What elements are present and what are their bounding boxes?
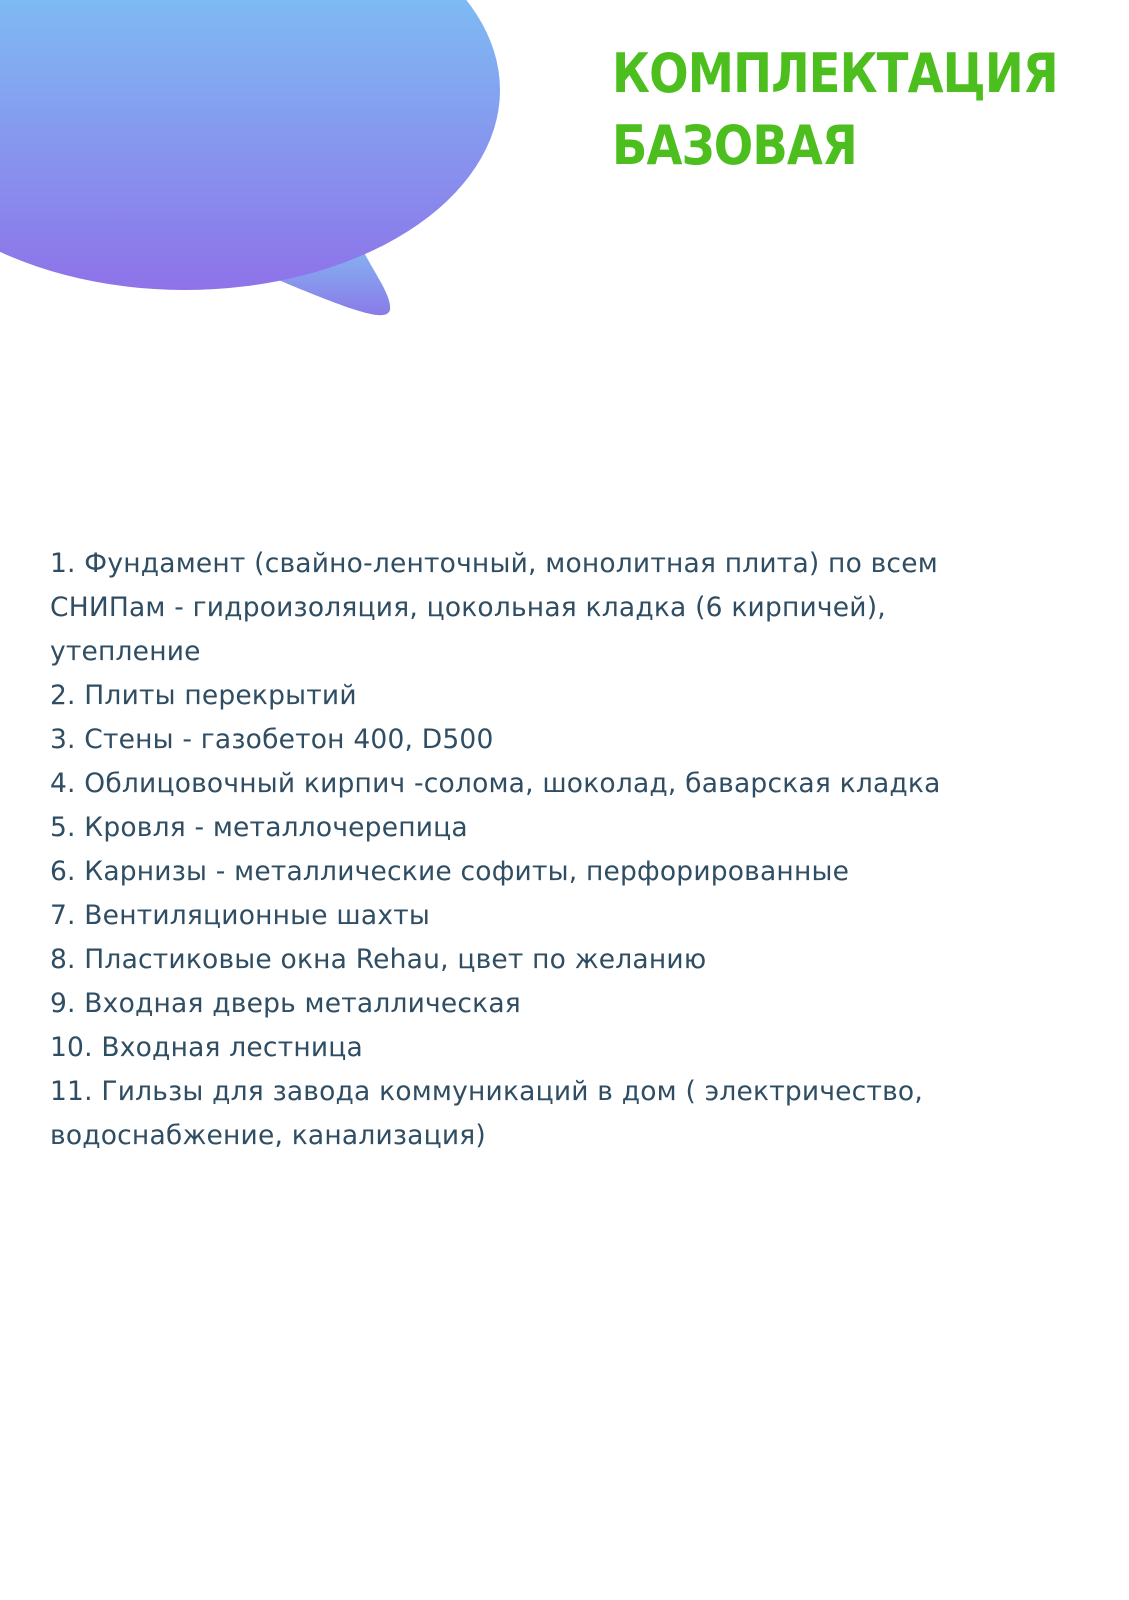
list-item: 5. Кровля - металлочерепица [50, 812, 468, 843]
speech-bubble-body [0, 0, 500, 290]
title-line-1: КОМПЛЕКТАЦИЯ [612, 42, 1058, 105]
list-item: 4. Облицовочный кирпич -солома, шоколад, баварская кладка [50, 768, 941, 799]
speech-bubble-decoration [0, 0, 520, 330]
equipment-list [50, 542, 1010, 1158]
list-item: 1. Фундамент (свайно-ленточный, монолитная плита) по всем СНИПам - гидроизоляция, цокольная кладка (6 кирпичей), утепление [50, 548, 938, 667]
list-item: 11. Гильзы для завода коммуникаций в дом ( электричество, водоснабжение, канализация) [50, 1076, 923, 1151]
list-item: 10. Входная лестница [50, 1032, 363, 1063]
page-title [612, 38, 1129, 182]
list-item: 6. Карнизы - металлические софиты, перфорированные [50, 856, 850, 887]
list-item: 8. Пластиковые окна Rehau, цвет по желанию [50, 944, 707, 975]
list-item: 3. Стены - газобетон 400, D500 [50, 724, 494, 755]
list-item: 7. Вентиляционные шахты [50, 900, 430, 931]
title-line-2: БАЗОВАЯ [612, 114, 857, 177]
list-item: 2. Плиты перекрытий [50, 680, 357, 711]
list-item: 9. Входная дверь металлическая [50, 988, 521, 1019]
